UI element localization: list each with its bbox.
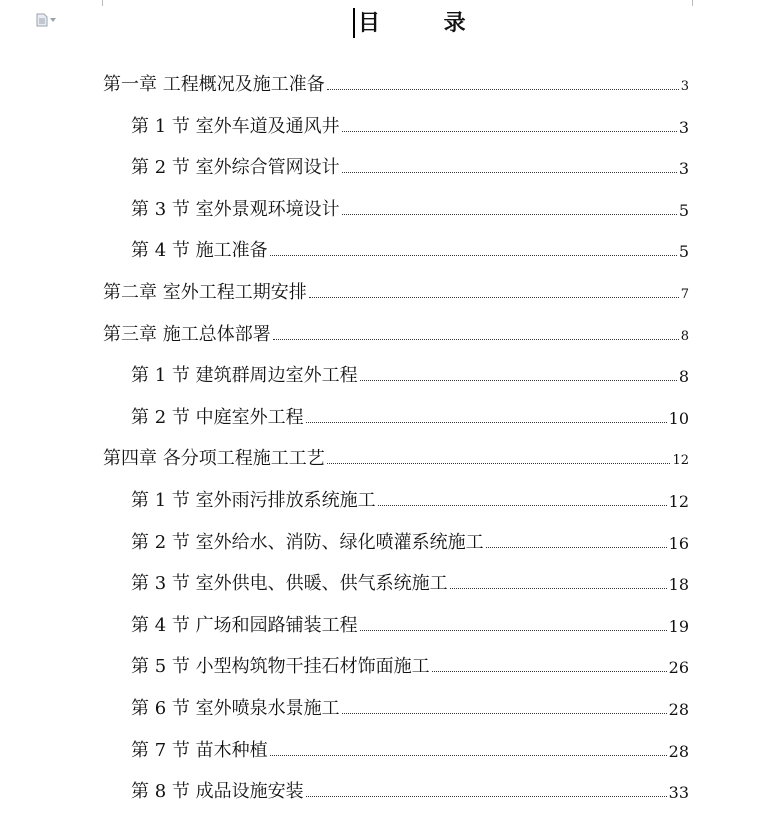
toc-entry-label: 第 5 节 小型构筑物干挂石材饰面施工: [131, 656, 430, 677]
toc-entry-section[interactable]: [131, 236, 689, 262]
toc-entry-section[interactable]: [131, 611, 689, 637]
dot-leader: [327, 88, 679, 90]
toc-entry-page-number: 26: [668, 658, 689, 677]
toc-entry-page-number: 18: [668, 575, 689, 594]
toc-entry-chapter[interactable]: [103, 278, 689, 304]
toc-entry-label: 第 3 节 室外景观环境设计: [131, 199, 340, 220]
dot-leader: [360, 379, 677, 381]
toc-entry-section[interactable]: [131, 361, 689, 387]
dot-leader: [450, 587, 667, 589]
toc-entry-section[interactable]: [131, 112, 689, 138]
toc-entry-label: 第 2 节 中庭室外工程: [131, 407, 304, 428]
toc-entry-page-number: 8: [678, 367, 689, 386]
dot-leader: [342, 712, 667, 714]
dot-leader: [486, 546, 667, 548]
dot-leader: [273, 338, 679, 340]
toc-entry-section[interactable]: [131, 694, 689, 720]
toc-entry-section[interactable]: [131, 403, 689, 429]
toc-entry-section[interactable]: [131, 528, 689, 554]
toc-entry-label: 第三章 施工总体部署: [103, 324, 271, 345]
toc-entry-section[interactable]: [131, 153, 689, 179]
toc-entry-label: 第 1 节 室外雨污排放系统施工: [131, 490, 376, 511]
toc-entry-page-number: 3: [678, 118, 689, 137]
toc-entry-label: 第 4 节 施工准备: [131, 240, 268, 261]
toc-entry-page-number: 12: [672, 453, 689, 468]
dot-leader: [432, 670, 667, 672]
toc-entry-label: 第四章 各分项工程施工工艺: [103, 448, 325, 469]
toc-entry-label: 第二章 室外工程工期安排: [103, 282, 307, 303]
toc-entry-label: 第 2 节 室外综合管网设计: [131, 157, 340, 178]
toc-entry-label: 第 1 节 室外车道及通风井: [131, 116, 340, 137]
dot-leader: [342, 130, 677, 132]
dot-leader: [306, 421, 667, 423]
toc-entry-page-number: 7: [680, 287, 689, 302]
dot-leader: [270, 254, 677, 256]
toc-entry-page-number: 28: [668, 742, 689, 761]
dot-leader: [309, 296, 679, 298]
toc-entry-page-number: 16: [668, 534, 689, 553]
dot-leader: [270, 754, 667, 756]
toc-entry-section[interactable]: [131, 652, 689, 678]
toc-entry-page-number: 10: [668, 409, 689, 428]
toc-entry-section[interactable]: [131, 736, 689, 762]
toc-entry-label: 第 4 节 广场和园路铺装工程: [131, 615, 358, 636]
toc-entry-page-number: 33: [668, 783, 689, 802]
toc-entry-page-number: 3: [678, 159, 689, 178]
toc-entry-section[interactable]: [131, 486, 689, 512]
dot-leader: [342, 213, 677, 215]
dot-leader: [342, 171, 677, 173]
toc-entry-label: 第 6 节 室外喷泉水景施工: [131, 698, 340, 719]
toc-entry-label: 第 3 节 室外供电、供暖、供气系统施工: [131, 573, 448, 594]
toc-entry-page-number: 19: [668, 617, 689, 636]
toc-entry-section[interactable]: [131, 195, 689, 221]
toc-entry-page-number: 3: [680, 79, 689, 94]
toc-entry-page-number: 5: [678, 201, 689, 220]
toc-entry-label: 第 7 节 苗木种植: [131, 740, 268, 761]
dot-leader: [306, 795, 667, 797]
toc-entry-label: 第 8 节 成品设施安装: [131, 781, 304, 802]
toc-entry-page-number: 5: [678, 242, 689, 261]
toc-entry-chapter[interactable]: [103, 70, 689, 96]
toc-entry-section[interactable]: [131, 569, 689, 595]
dot-leader: [360, 629, 667, 631]
dot-leader: [378, 504, 667, 506]
toc-entry-section[interactable]: [131, 777, 689, 803]
toc-entry-label: 第一章 工程概况及施工准备: [103, 74, 325, 95]
toc-entry-page-number: 12: [668, 492, 689, 511]
toc-entry-page-number: 8: [680, 329, 689, 344]
page-title: 目 录: [358, 10, 494, 36]
toc-entry-page-number: 28: [668, 700, 689, 719]
toc-entry-label: 第 1 节 建筑群周边室外工程: [131, 365, 358, 386]
toc-entry-chapter[interactable]: [103, 320, 689, 346]
toc-entry-chapter[interactable]: [103, 444, 689, 470]
toc-entry-label: 第 2 节 室外给水、消防、绿化喷灌系统施工: [131, 532, 484, 553]
dot-leader: [327, 462, 671, 464]
